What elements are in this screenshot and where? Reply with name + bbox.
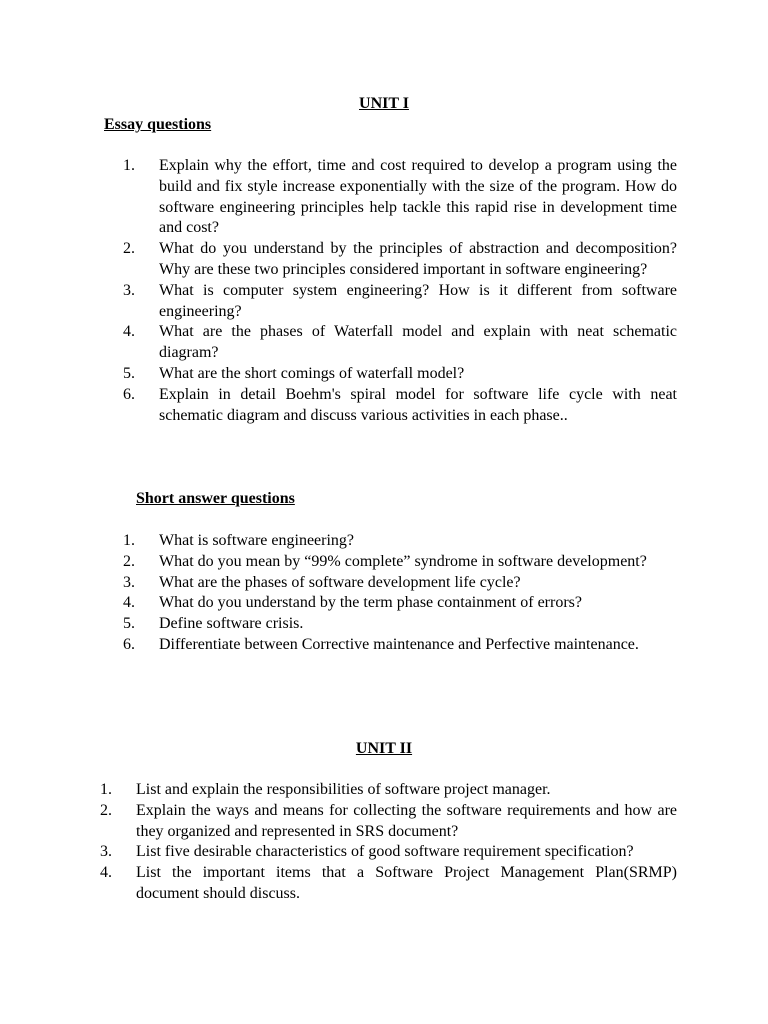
list-item-text: What are the short comings of waterfall model? xyxy=(159,364,465,382)
list-item xyxy=(123,281,677,323)
list-item-text: Explain the ways and means for collecting the software requirements and how are they organized and represented in SRS document? xyxy=(136,801,677,840)
list-item xyxy=(123,593,677,614)
list-item-number: 3. xyxy=(123,281,135,299)
list-item-number: 4. xyxy=(123,323,135,341)
list-item-text: Define software crisis. xyxy=(159,615,304,633)
list-item-number: 6. xyxy=(123,385,135,403)
list-item-text: List and explain the responsibilities of software project manager. xyxy=(136,781,551,798)
list-item-text: What is software engineering? xyxy=(159,532,355,549)
list-item-text: List five desirable characteristics of good software requirement specification? xyxy=(136,843,634,861)
list-item xyxy=(123,239,677,281)
list-item xyxy=(100,863,677,905)
list-item xyxy=(123,573,677,594)
list-item xyxy=(123,635,677,656)
unit-2-title: UNIT II xyxy=(355,740,413,757)
list-item-number: 4. xyxy=(123,594,135,612)
list-item xyxy=(123,552,677,573)
list-item-text: What do you understand by the term phase containment of errors? xyxy=(159,594,582,612)
list-item-number: 2. xyxy=(123,240,135,258)
list-item-number: 5. xyxy=(123,615,135,633)
list-item xyxy=(100,780,677,801)
essay-questions-heading: Essay questions xyxy=(104,116,212,133)
list-item xyxy=(123,322,677,364)
short-answer-questions-list xyxy=(123,531,677,656)
list-item-text: List the important items that a Software Project Management Plan(SRMP) document should discuss. xyxy=(136,864,677,902)
list-item-number: 2. xyxy=(100,801,112,819)
short-answer-questions-heading: Short answer questions xyxy=(136,490,295,507)
list-item-number: 1. xyxy=(123,532,135,549)
unit-2-questions-list xyxy=(100,780,677,905)
list-item xyxy=(123,385,677,427)
list-item-text: Differentiate between Corrective maintenance and Perfective maintenance. xyxy=(159,635,639,653)
list-item xyxy=(100,801,677,843)
essay-questions-list xyxy=(123,156,677,426)
list-item xyxy=(123,614,677,635)
list-item-number: 3. xyxy=(100,843,112,861)
list-item xyxy=(123,364,677,385)
list-item-text: What are the phases of software development life cycle? xyxy=(159,573,521,591)
list-item-text: What do you understand by the principles of abstraction and decomposition? Why are these two principles considered important in software engineering? xyxy=(159,240,677,278)
list-item-text: Explain why the effort, time and cost required to develop a program using the build and fix style increase exponentially with the size of the program. How do software engineering principles help tackle this rapid rise in development time and cost? xyxy=(159,157,677,237)
unit-1-title: UNIT I xyxy=(359,95,409,112)
list-item xyxy=(100,842,677,863)
list-item-text: What are the phases of Waterfall model and explain with neat schematic diagram? xyxy=(159,323,677,362)
list-item-text: What is computer system engineering? How is it different from software engineering? xyxy=(159,281,677,320)
list-item-text: Explain in detail Boehm's spiral model for software life cycle with neat schematic diagram and discuss various activities in each phase.. xyxy=(159,385,677,424)
list-item-number: 1. xyxy=(100,781,112,798)
list-item-number: 1. xyxy=(123,157,135,174)
list-item-number: 4. xyxy=(100,864,112,882)
list-item xyxy=(123,531,677,552)
list-item-number: 2. xyxy=(123,552,135,570)
list-item-text: What do you mean by “99% complete” syndrome in software development? xyxy=(159,552,647,570)
list-item xyxy=(123,156,677,239)
list-item-number: 6. xyxy=(123,635,135,653)
list-item-number: 5. xyxy=(123,364,135,382)
list-item-number: 3. xyxy=(123,573,135,591)
